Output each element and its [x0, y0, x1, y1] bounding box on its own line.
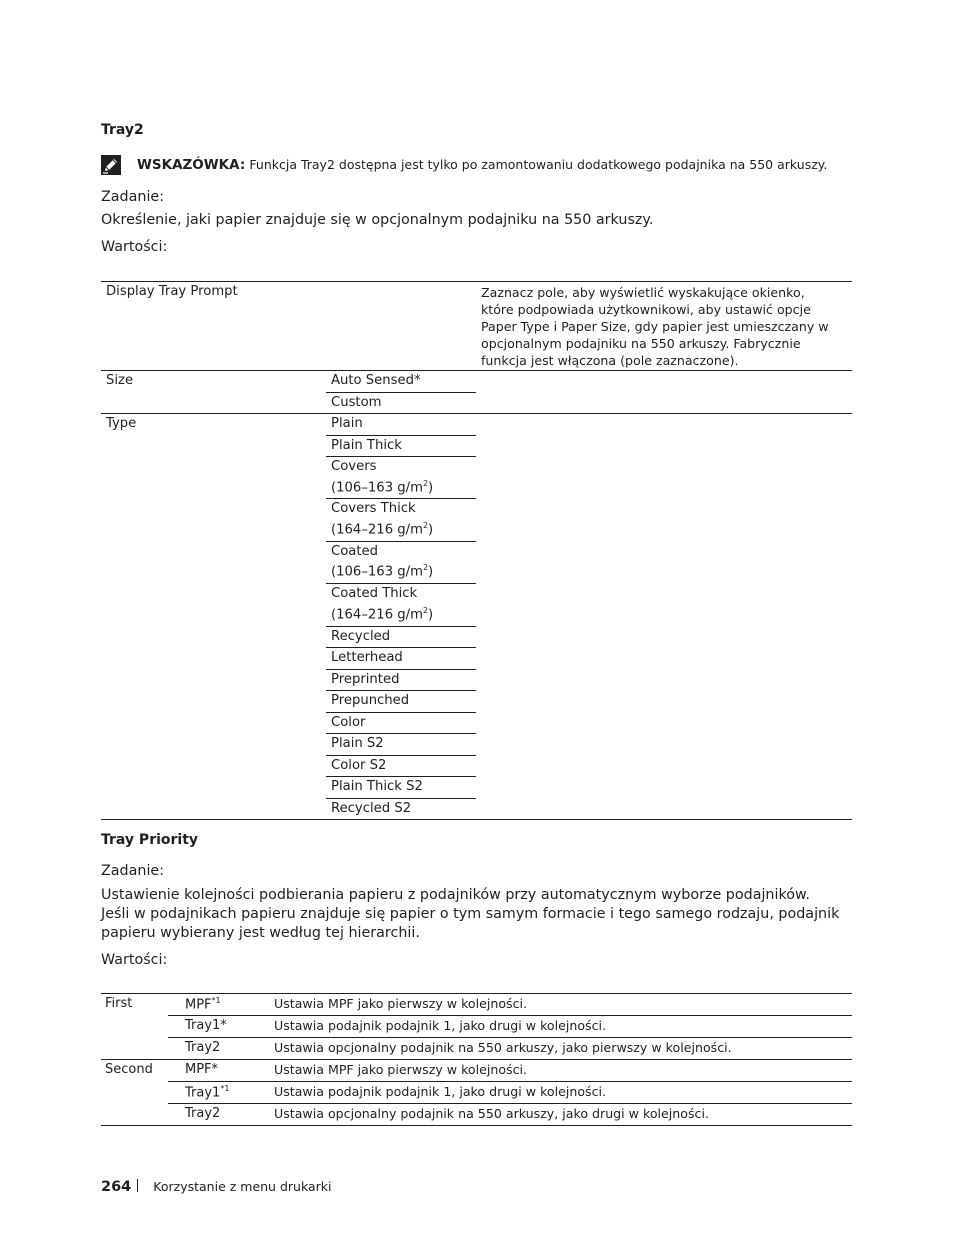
type-value-weight-sup: 2: [422, 563, 429, 573]
type-value-weight-tail: ): [428, 479, 434, 495]
type-value-weight-sup: 2: [422, 605, 429, 615]
type-value-name: Plain Thick: [331, 437, 402, 453]
size-values: [326, 371, 476, 413]
page-number: 264: [101, 1179, 132, 1195]
type-value: [326, 691, 476, 713]
table-row: [168, 1016, 852, 1038]
priority-option-footnote: *1: [211, 996, 221, 1005]
tray-priority-table: [101, 993, 852, 1126]
footer-text: Korzystanie z menu drukarki: [153, 1179, 332, 1194]
note-text: Funkcja Tray2 dostępna jest tylko po zamontowaniu dodatkowego podajnika na 550 arkuszy.: [249, 157, 828, 172]
display-prompt-description: Zaznacz pole, aby wyświetlić wyskakujące okienko, które podpowiada użytkownikowi, aby ustawić opcje Paper Type i Paper Size, gdy papier jest umieszczany w opcjonalnym podajniku na 550 arkuszy. Fabrycznie funkcja jest włączona (pole zaznaczone).: [481, 285, 829, 368]
section-title-tray2: Tray2: [101, 122, 144, 138]
type-value-weight: (106–163 g/m: [331, 479, 423, 495]
size-value: Custom: [331, 394, 382, 410]
size-value: Auto Sensed*: [326, 371, 476, 393]
type-value-name: Coated Thick: [331, 586, 418, 602]
type-value-name: Color: [331, 714, 366, 730]
priority-option-description: Ustawia opcjonalny podajnik na 550 arkuszy, jako drugi w kolejności.: [274, 1106, 709, 1121]
type-value-weight-tail: ): [428, 607, 434, 623]
type-value-weight-tail: ): [428, 564, 434, 580]
type-value: [326, 436, 476, 458]
priority-option: [185, 1040, 220, 1055]
priority-items: [168, 994, 852, 1059]
table-row: [168, 1104, 852, 1125]
table-row-type: [101, 414, 852, 819]
table-row: [168, 1038, 852, 1059]
type-value-weight: (164–216 g/m: [331, 607, 423, 623]
values-label-2: Wartości:: [101, 952, 168, 968]
type-value-name: Covers Thick: [331, 501, 416, 517]
priority-group: [101, 1060, 852, 1125]
type-value: [326, 734, 476, 756]
type-value-name: Recycled: [331, 628, 391, 644]
priority-option-description: Ustawia podajnik podajnik 1, jako drugi w kolejności.: [274, 1018, 607, 1033]
priority-option-name: Tray2: [185, 1040, 221, 1055]
task-label: Zadanie:: [101, 189, 165, 205]
priority-option: [185, 996, 221, 1012]
section-title-tray-priority: Tray Priority: [101, 832, 199, 848]
note-label: WSKAZÓWKA:: [137, 157, 246, 173]
priority-option: [185, 1018, 227, 1033]
task-line-1: Ustawienie kolejności podbierania papieru z podajników przy automatycznym wyborze podajników.: [101, 887, 810, 903]
priority-items: [168, 1060, 852, 1125]
footer-divider: [137, 1179, 138, 1192]
table-row: [168, 1082, 852, 1104]
size-label: Size: [106, 373, 134, 388]
priority-group: [101, 994, 852, 1060]
type-value-weight-sup: 2: [422, 520, 429, 530]
priority-option-footnote: *1: [220, 1084, 230, 1093]
type-value-name: Plain S2: [331, 736, 384, 752]
tray2-values-table: [101, 281, 852, 820]
type-value-name: Color S2: [331, 757, 387, 773]
type-value-name: Plain Thick S2: [331, 779, 423, 795]
priority-option: [185, 1106, 220, 1121]
priority-option: [185, 1084, 229, 1100]
type-value: [326, 499, 476, 541]
type-value-name: Recycled S2: [331, 800, 412, 816]
type-value: [326, 648, 476, 670]
type-value-name: Coated: [331, 543, 379, 559]
type-value: [326, 713, 476, 735]
type-value-name: Plain: [331, 416, 363, 431]
priority-option-description: Ustawia podajnik podajnik 1, jako drugi w kolejności.: [274, 1084, 607, 1099]
type-value-weight: (164–216 g/m: [331, 522, 423, 538]
task-line-2: Jeśli w podajnikach papieru znajduje się papier o tym samym formacie i tego samego rodzaju, podajnik: [101, 906, 840, 922]
table-row-size: [101, 371, 852, 414]
priority-option-name: Tray1: [185, 1085, 221, 1101]
priority-group-label: First: [105, 996, 133, 1011]
task-text: Określenie, jaki papier znajduje się w opcjonalnym podajniku na 550 arkuszy.: [101, 212, 654, 228]
type-value-name: Letterhead: [331, 650, 403, 666]
priority-group-label: Second: [105, 1062, 153, 1077]
type-values: [326, 414, 476, 819]
type-value: [326, 457, 476, 499]
priority-option-name: MPF: [185, 997, 212, 1013]
type-value-name: Preprinted: [331, 671, 400, 687]
page-footer: [101, 1179, 331, 1195]
priority-option-description: Ustawia MPF jako pierwszy w kolejności.: [274, 996, 528, 1011]
type-value: [326, 756, 476, 778]
priority-option-description: Ustawia MPF jako pierwszy w kolejności.: [274, 1062, 528, 1077]
type-value-weight-tail: ): [428, 522, 434, 538]
type-value: [326, 777, 476, 799]
display-prompt-label: Display Tray Prompt: [106, 284, 238, 299]
type-value-name: Covers: [331, 459, 377, 474]
values-label: Wartości:: [101, 239, 168, 255]
type-value: [326, 542, 476, 584]
task-line-3: papieru wybierany jest według tej hierarchii.: [101, 925, 420, 941]
type-value: [326, 670, 476, 692]
priority-option: [185, 1062, 218, 1077]
table-row: [168, 1060, 852, 1082]
type-label: Type: [106, 416, 137, 431]
priority-option-description: Ustawia opcjonalny podajnik na 550 arkuszy, jako pierwszy w kolejności.: [274, 1040, 732, 1055]
priority-option-name: Tray2: [185, 1106, 221, 1121]
table-row-display-prompt: [101, 282, 852, 371]
type-value-weight: (106–163 g/m: [331, 564, 423, 580]
type-value: [326, 584, 476, 626]
task-label-2: Zadanie:: [101, 863, 165, 879]
type-value: [326, 799, 476, 820]
type-value-name: Prepunched: [331, 693, 410, 709]
type-value: [326, 414, 476, 436]
type-value-weight-sup: 2: [422, 478, 429, 488]
table-row: [168, 994, 852, 1016]
priority-option-name: Tray1*: [185, 1018, 227, 1033]
priority-option-name: MPF*: [185, 1062, 219, 1077]
type-value: [326, 627, 476, 649]
note: [137, 157, 827, 173]
note-pencil-icon: [101, 155, 121, 175]
